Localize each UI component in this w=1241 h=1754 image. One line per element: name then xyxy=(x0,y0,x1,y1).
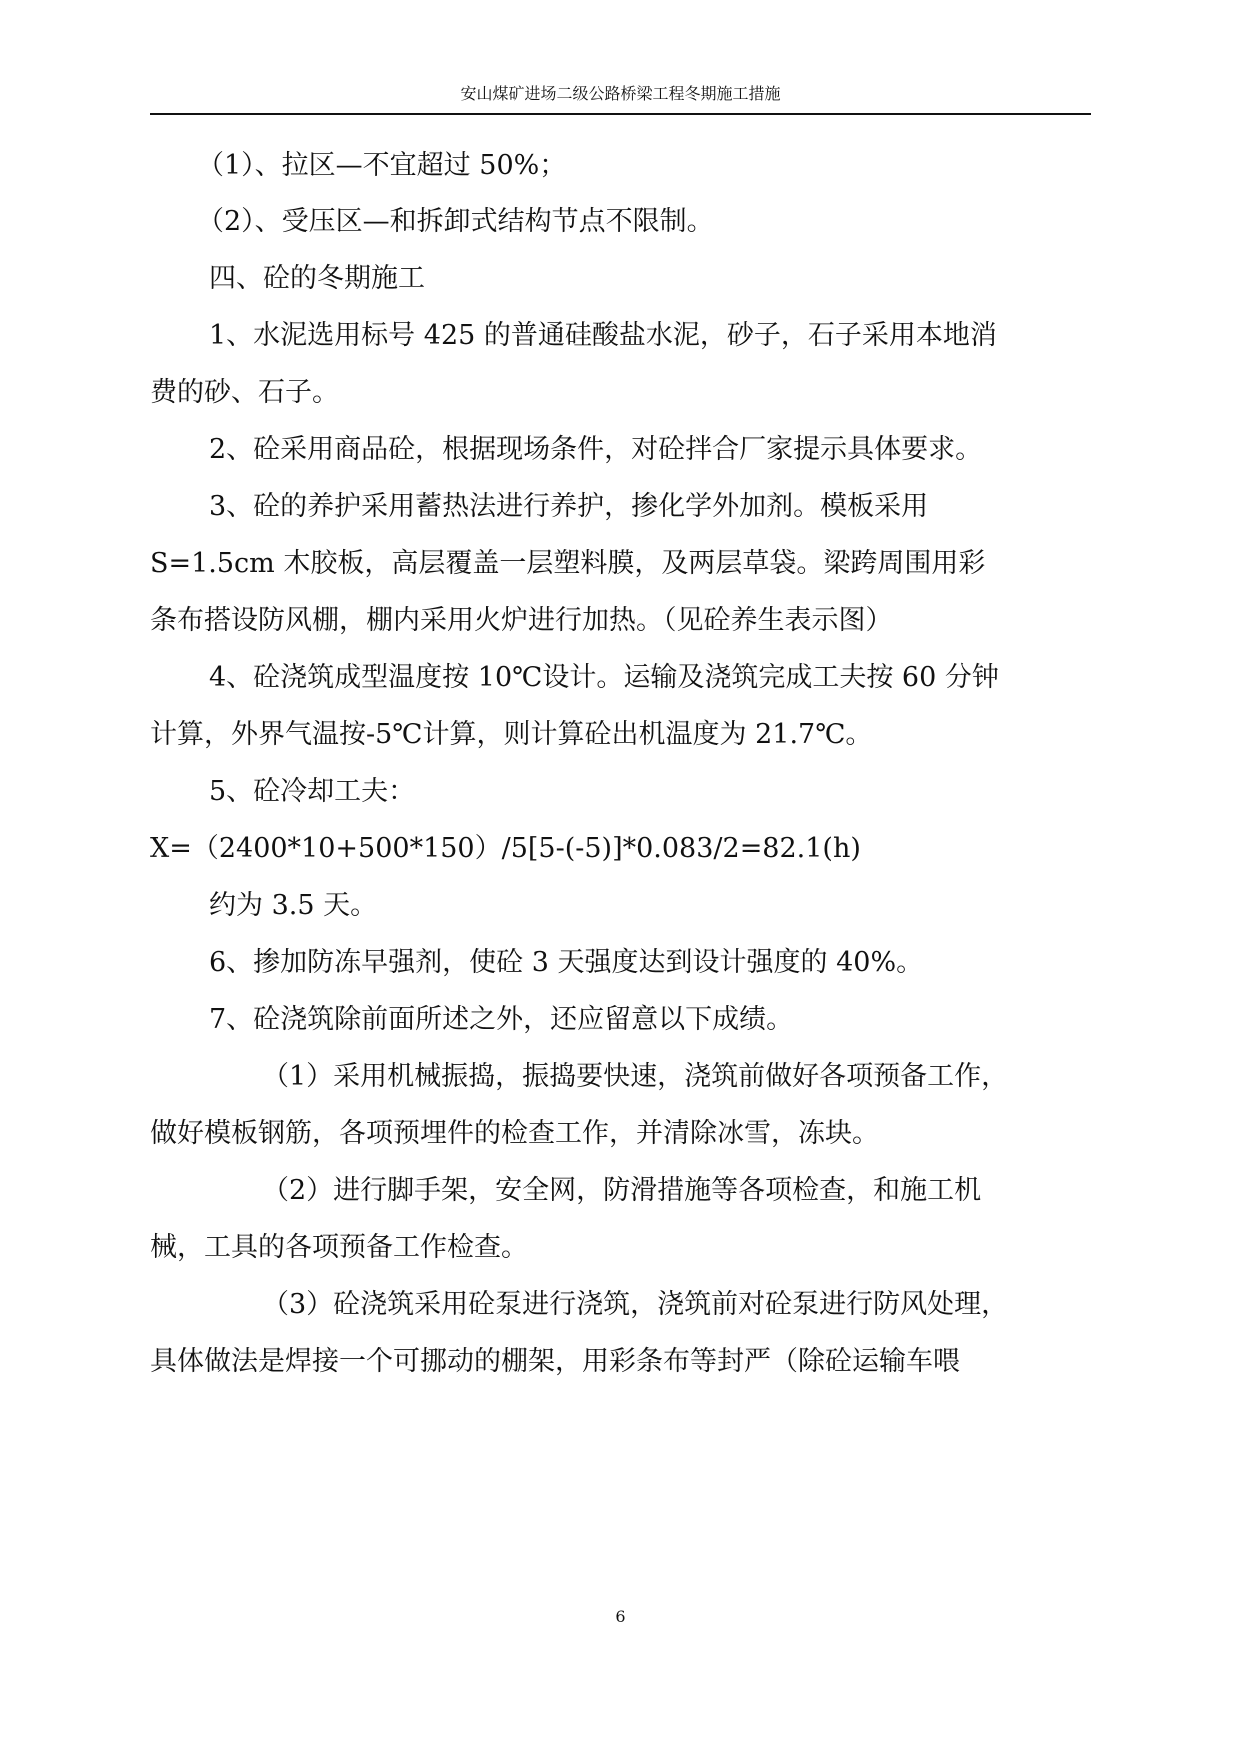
formula-line: X=（2400*10+500*150）/5[5-(-5)]*0.083/2=82.1(h) xyxy=(150,833,861,864)
header-divider xyxy=(150,113,1091,115)
paragraph-line: 计算，外界气温按-5℃计算，则计算砼出机温度为 21.7℃。 xyxy=(150,719,873,750)
page-number: 6 xyxy=(615,1607,626,1626)
paragraph-line: 条布搭设防风棚，棚内采用火炉进行加热。（见砼养生表示图） xyxy=(150,605,893,636)
paragraph-line: 4、砼浇筑成型温度按 10℃设计。运输及浇筑完成工夫按 60 分钟 xyxy=(209,662,999,693)
paragraph-line: 1、水泥选用标号 425 的普通硅酸盐水泥，砂子，石子采用本地消 xyxy=(209,320,997,351)
paragraph-line: （2）、受压区—和拆卸式结构节点不限制。 xyxy=(197,206,714,237)
paragraph-line: 具体做法是焊接一个可挪动的棚架，用彩条布等封严（除砼运输车喂 xyxy=(150,1346,960,1377)
paragraph-line: （1）、拉区—不宜超过 50%； xyxy=(197,150,567,181)
paragraph-line: 做好模板钢筋，各项预埋件的检查工作，并清除冰雪，冻块。 xyxy=(150,1118,879,1149)
paragraph-line: （3）砼浇筑采用砼泵进行浇筑，浇筑前对砼泵进行防风处理， xyxy=(262,1289,1009,1320)
paragraph-line: 械，工具的各项预备工作检查。 xyxy=(150,1232,528,1263)
paragraph-line: 3、砼的养护采用蓄热法进行养护，掺化学外加剂。模板采用 xyxy=(209,491,929,522)
paragraph-line: 7、砼浇筑除前面所述之外，还应留意以下成绩。 xyxy=(209,1004,794,1035)
paragraph-line: 6、掺加防冻早强剂，使砼 3 天强度达到设计强度的 40%。 xyxy=(209,947,924,978)
paragraph-line: （2）进行脚手架，安全网，防滑措施等各项检查，和施工机 xyxy=(262,1175,982,1206)
paragraph-line: 2、砼采用商品砼，根据现场条件，对砼拌合厂家提示具体要求。 xyxy=(209,434,983,465)
paragraph-line: 约为 3.5 天。 xyxy=(209,890,378,921)
paragraph-line: S=1.5cm 木胶板，高层覆盖一层塑料膜，及两层草袋。梁跨周围用彩 xyxy=(150,548,986,579)
section-heading: 四、砼的冬期施工 xyxy=(209,263,425,294)
paragraph-line: （1）采用机械振捣，振捣要快速，浇筑前做好各项预备工作， xyxy=(262,1061,1009,1092)
paragraph-line: 费的砂、石子。 xyxy=(150,377,339,408)
page-header-title: 安山煤矿进场二级公路桥梁工程冬期施工措施 xyxy=(460,84,781,103)
paragraph-line: 5、砼冷却工夫： xyxy=(209,776,416,807)
